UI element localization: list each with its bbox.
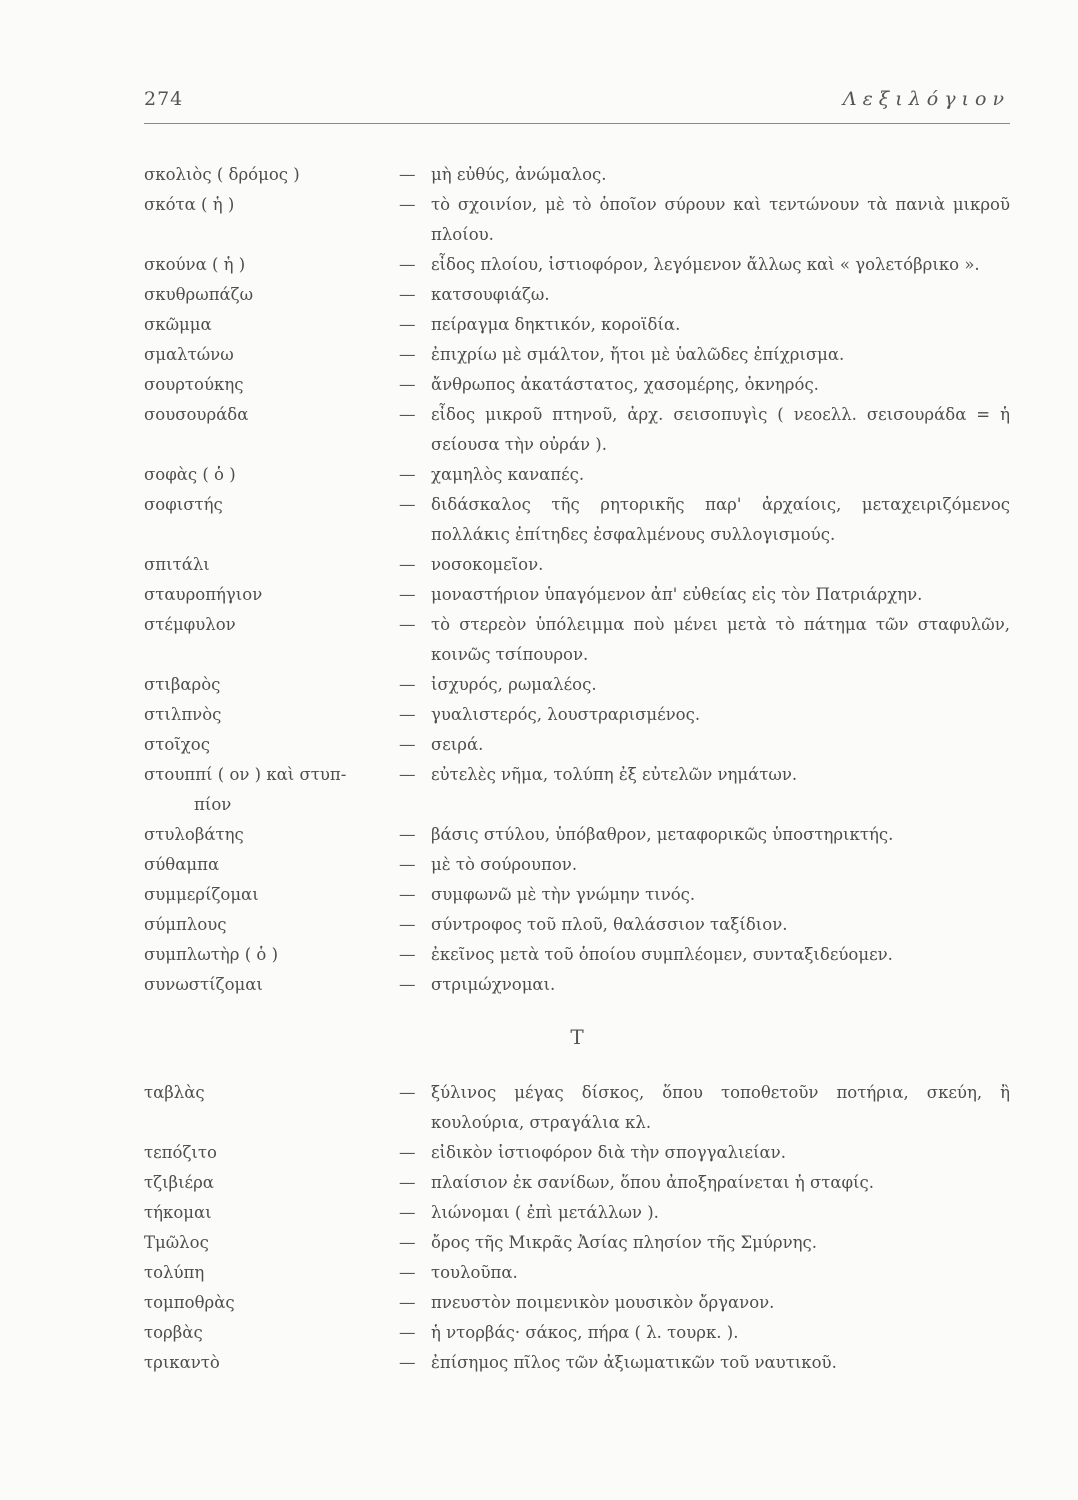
entry-dash: —	[399, 705, 416, 724]
entry-term-text: τήκομαι	[144, 1203, 212, 1222]
entry-dash: —	[399, 1203, 416, 1222]
entry-definition: τουλοῦπα.	[431, 1263, 518, 1282]
entry-term-text: στοῖχος	[144, 735, 210, 754]
entry-term-text: στυλοβάτης	[144, 825, 244, 844]
entry-term-text: συμπλωτὴρ ( ὁ )	[144, 945, 279, 964]
entry-term-text: σπιτάλι	[144, 555, 210, 574]
entry-dash: —	[399, 255, 416, 274]
entry-term	[144, 550, 399, 580]
entry-definition: μὴ εὐθύς, ἀνώμαλος.	[431, 165, 607, 184]
entry-term-text: σύθαμπα	[144, 855, 220, 874]
glossary-entry	[144, 550, 1010, 580]
entry-term	[144, 610, 399, 670]
entry-term	[144, 400, 399, 460]
glossary-entry	[144, 190, 1010, 250]
entry-term	[144, 1228, 399, 1258]
entry-term-text: σύμπλους	[144, 915, 227, 934]
entry-dash: —	[399, 1233, 416, 1252]
entry-dash: —	[399, 945, 416, 964]
entry-dash: —	[399, 1293, 416, 1312]
entry-definition: μὲ τὸ σούρουπον.	[431, 855, 578, 874]
header-rule	[144, 123, 1010, 124]
entry-dash: —	[399, 195, 416, 214]
entry-term-text: σουσουράδα	[144, 405, 249, 424]
entry-dash: —	[399, 615, 416, 634]
entry-definition: τὸ στερεὸν ὑπόλειμμα ποὺ μένει μετὰ τὸ πάτημα τῶν σταφυλῶν, κοινῶς τσίπουρον.	[431, 615, 1010, 664]
glossary-entry	[144, 1288, 1010, 1318]
entry-term	[144, 190, 399, 250]
entry-term-text: τεπόζιτο	[144, 1143, 217, 1162]
entry-term-text: τρικαντὸ	[144, 1353, 220, 1372]
entry-dash: —	[399, 1353, 416, 1372]
entry-dash: —	[399, 855, 416, 874]
entry-term-continuation: πίον	[194, 795, 232, 814]
glossary-entry	[144, 280, 1010, 310]
entry-term	[144, 310, 399, 340]
entry-definition: κατσουφιάζω.	[431, 285, 550, 304]
entry-term-text: τολύπη	[144, 1263, 205, 1282]
entry-term	[144, 1138, 399, 1168]
glossary-entry	[144, 490, 1010, 550]
entry-term	[144, 250, 399, 280]
glossary-entry	[144, 250, 1010, 280]
entry-definition: ἐκεῖνος μετὰ τοῦ ὁποίου συμπλέομεν, συνταξιδεύομεν.	[431, 945, 893, 964]
entry-definition: εἰδικὸν ἱστιοφόρον διὰ τὴν σπογγαλιείαν.	[431, 1143, 786, 1162]
entry-term	[144, 820, 399, 850]
entry-definition: βάσις στύλου, ὑπόβαθρον, μεταφορικῶς ὑποστηρικτής.	[431, 825, 894, 844]
entry-term-text: σοφιστής	[144, 495, 223, 514]
glossary-entries	[144, 160, 1010, 1378]
entry-term	[144, 730, 399, 760]
entry-term	[144, 1288, 399, 1318]
entry-dash: —	[399, 915, 416, 934]
entry-term	[144, 670, 399, 700]
entry-term-text: στιλπνὸς	[144, 705, 222, 724]
glossary-entry	[144, 370, 1010, 400]
entry-definition: σύντροφος τοῦ πλοῦ, θαλάσσιον ταξίδιον.	[431, 915, 788, 934]
entry-dash: —	[399, 765, 416, 784]
entry-term-text: σταυροπήγιον	[144, 585, 263, 604]
entry-dash: —	[399, 885, 416, 904]
glossary-entry	[144, 1138, 1010, 1168]
entry-definition: γυαλιστερός, λουστραρισμένος.	[431, 705, 701, 724]
entry-dash: —	[399, 285, 416, 304]
entry-dash: —	[399, 1083, 416, 1102]
entry-term-text: τορβὰς	[144, 1323, 203, 1342]
entry-term-text: Τμῶλος	[144, 1233, 209, 1252]
entry-term	[144, 1318, 399, 1348]
running-title: Λεξιλόγιον	[842, 88, 1010, 110]
entry-dash: —	[399, 315, 416, 334]
entry-term	[144, 1348, 399, 1378]
entry-definition: σειρά.	[431, 735, 484, 754]
entry-term	[144, 280, 399, 310]
entry-definition: πλαίσιον ἐκ σανίδων, ὅπου ἀποξηραίνεται ἡ σταφίς.	[431, 1173, 875, 1192]
entry-definition: ἐπιχρίω μὲ σμάλτον, ἤτοι μὲ ὑαλῶδες ἐπίχρισμα.	[431, 345, 845, 364]
entry-term	[144, 370, 399, 400]
entry-term	[144, 850, 399, 880]
entry-dash: —	[399, 345, 416, 364]
entry-definition: εὐτελὲς νῆμα, τολύπη ἐξ εὐτελῶν νημάτων.	[431, 765, 798, 784]
glossary-entry	[144, 160, 1010, 190]
entry-term	[144, 1168, 399, 1198]
entry-term-text: συμμερίζομαι	[144, 885, 259, 904]
glossary-entry	[144, 340, 1010, 370]
entry-definition: διδάσκαλος τῆς ρητορικῆς παρ' ἀρχαίοις, μεταχειριζόμενος πολλάκις ἐπίτηδες ἐσφαλμένους συλλογισμούς.	[431, 495, 1010, 544]
entry-dash: —	[399, 975, 416, 994]
glossary-entry	[144, 1198, 1010, 1228]
entry-definition: εἶδος πλοίου, ἱστιοφόρον, λεγόμενον ἄλλως καὶ « γολετόβρικο ».	[431, 255, 980, 274]
entry-definition: λιώνομαι ( ἐπὶ μετάλλων ).	[431, 1203, 659, 1222]
entry-definition: ἐπίσημος πῖλος τῶν ἀξιωματικῶν τοῦ ναυτικοῦ.	[431, 1353, 837, 1372]
glossary-entry	[144, 850, 1010, 880]
entry-term	[144, 490, 399, 550]
entry-term-text: ταβλὰς	[144, 1083, 205, 1102]
glossary-entry	[144, 1258, 1010, 1288]
entry-dash: —	[399, 1143, 416, 1162]
entry-definition: εἶδος μικροῦ πτηνοῦ, ἀρχ. σεισοπυγὶς ( νεοελλ. σεισουράδα = ἡ σείουσα τὴν οὐράν ).	[431, 405, 1010, 454]
glossary-entry	[144, 700, 1010, 730]
entry-definition: ξύλινος μέγας δίσκος, ὅπου τοποθετοῦν ποτήρια, σκεύη, ἢ κουλούρια, στραγάλια κλ.	[431, 1083, 1010, 1132]
entry-dash: —	[399, 1173, 416, 1192]
entry-term	[144, 1078, 399, 1138]
entry-term-text: σμαλτώνω	[144, 345, 234, 364]
entry-term-text: σοφὰς ( ὁ )	[144, 465, 236, 484]
entry-term	[144, 700, 399, 730]
entry-term-text: σκότα ( ἡ )	[144, 195, 235, 214]
glossary-entry	[144, 580, 1010, 610]
entry-definition: χαμηλὸς καναπές.	[431, 465, 585, 484]
glossary-entry	[144, 940, 1010, 970]
section-sigma	[144, 160, 1010, 1000]
entry-definition: πείραγμα δηκτικόν, κοροϊδία.	[431, 315, 681, 334]
entry-dash: —	[399, 1263, 416, 1282]
glossary-entry	[144, 1348, 1010, 1378]
entry-term	[144, 940, 399, 970]
entry-term	[144, 880, 399, 910]
entry-dash: —	[399, 405, 416, 424]
glossary-entry	[144, 880, 1010, 910]
entry-term	[144, 1258, 399, 1288]
entry-definition: ὄρος τῆς Μικρᾶς Ἀσίας πλησίον τῆς Σμύρνης.	[431, 1233, 817, 1252]
entry-term	[144, 160, 399, 190]
entry-term-text: τζιβιέρα	[144, 1173, 214, 1192]
glossary-entry	[144, 820, 1010, 850]
entry-term-text: τομποθρὰς	[144, 1293, 235, 1312]
entry-term-text: συνωστίζομαι	[144, 975, 263, 994]
glossary-entry	[144, 310, 1010, 340]
page-header	[144, 88, 1010, 124]
page-number: 274	[144, 88, 184, 110]
entry-term	[144, 580, 399, 610]
entry-term-text: στουππί ( ον ) καὶ στυπ-	[144, 765, 347, 784]
entry-definition: νοσοκομεῖον.	[431, 555, 544, 574]
glossary-entry	[144, 910, 1010, 940]
entry-term-text: σκῶμμα	[144, 315, 212, 334]
entry-dash: —	[399, 735, 416, 754]
entry-dash: —	[399, 465, 416, 484]
glossary-entry	[144, 1078, 1010, 1138]
glossary-entry	[144, 730, 1010, 760]
entry-term-text: σουρτούκης	[144, 375, 244, 394]
entry-term-text: στέμφυλον	[144, 615, 236, 634]
section-letter-tau: Τ	[570, 1025, 584, 1049]
glossary-entry	[144, 1168, 1010, 1198]
entry-dash: —	[399, 165, 416, 184]
entry-definition: ἄνθρωπος ἀκατάστατος, χασομέρης, ὀκνηρός.	[431, 375, 819, 394]
entry-dash: —	[399, 585, 416, 604]
entry-definition: μοναστήριον ὑπαγόμενον ἀπ' εὐθείας εἰς τὸν Πατριάρχην.	[431, 585, 923, 604]
entry-definition: ἡ ντορβάς· σάκος, πήρα ( λ. τουρκ. ).	[431, 1323, 739, 1342]
entry-term-text: σκούνα ( ἡ )	[144, 255, 246, 274]
entry-term-text: σκολιὸς ( δρόμος )	[144, 165, 300, 184]
entry-term-text: σκυθρωπάζω	[144, 285, 254, 304]
entry-term	[144, 910, 399, 940]
glossary-entry	[144, 760, 1010, 820]
entry-definition: τὸ σχοινίον, μὲ τὸ ὁποῖον σύρουν καὶ τεντώνουν τὰ πανιὰ μικροῦ πλοίου.	[431, 195, 1010, 244]
glossary-entry	[144, 1228, 1010, 1258]
entry-dash: —	[399, 375, 416, 394]
glossary-entry	[144, 970, 1010, 1000]
entry-term	[144, 970, 399, 1000]
entry-dash: —	[399, 825, 416, 844]
entry-term	[144, 1198, 399, 1228]
entry-definition: ἰσχυρός, ρωμαλέος.	[431, 675, 597, 694]
section-tau	[144, 1078, 1010, 1378]
entry-definition: στριμώχνομαι.	[431, 975, 556, 994]
entry-definition: συμφωνῶ μὲ τὴν γνώμην τινός.	[431, 885, 696, 904]
glossary-entry	[144, 670, 1010, 700]
glossary-entry	[144, 1318, 1010, 1348]
glossary-entry	[144, 460, 1010, 490]
entry-dash: —	[399, 555, 416, 574]
entry-term	[144, 340, 399, 370]
glossary-entry	[144, 400, 1010, 460]
entry-dash: —	[399, 1323, 416, 1342]
entry-definition: πνευστὸν ποιμενικὸν μουσικὸν ὄργανον.	[431, 1293, 775, 1312]
entry-term	[144, 760, 399, 820]
entry-dash: —	[399, 495, 416, 514]
entry-term	[144, 460, 399, 490]
entry-term-text: στιβαρὸς	[144, 675, 221, 694]
glossary-entry	[144, 610, 1010, 670]
entry-dash: —	[399, 675, 416, 694]
